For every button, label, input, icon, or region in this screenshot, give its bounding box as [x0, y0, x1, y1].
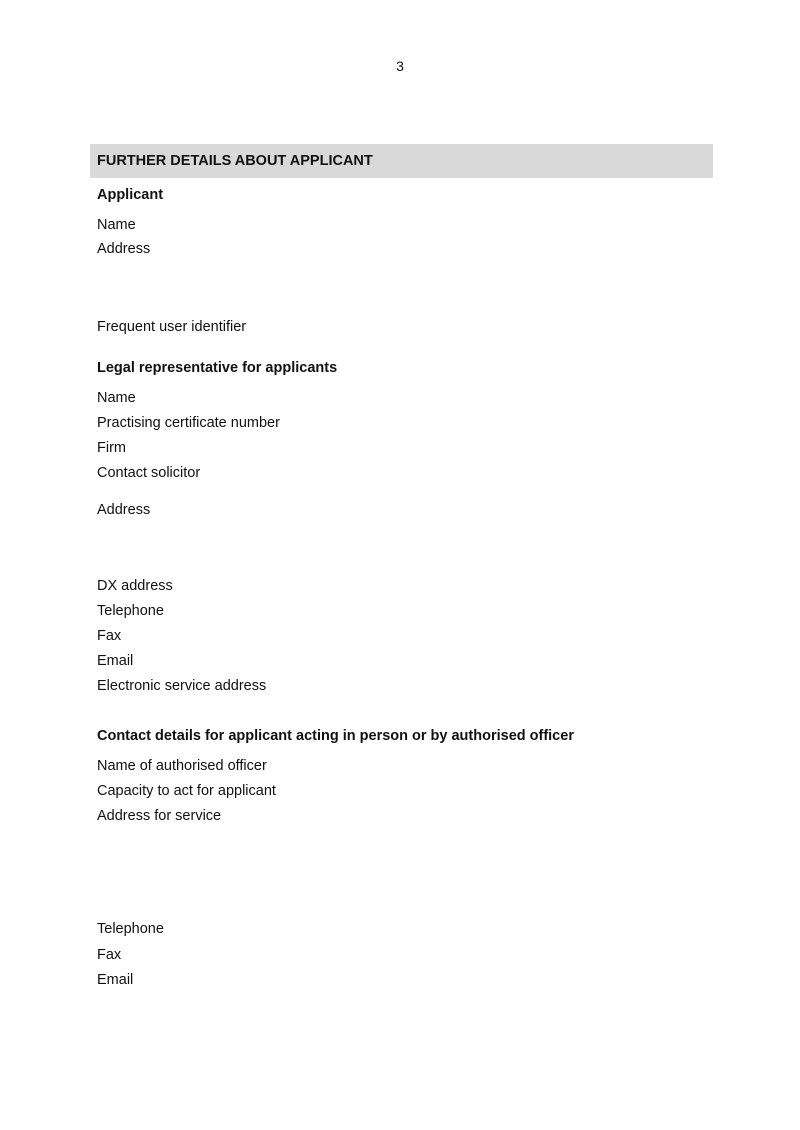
- frequent-user-label: Frequent user identifier: [97, 319, 247, 335]
- legal-rep-telephone-label: Telephone: [97, 603, 164, 619]
- dx-address-label: DX address: [97, 578, 173, 594]
- legal-rep-heading: Legal representative for applicants: [97, 360, 338, 376]
- contact-fax-label: Fax: [97, 947, 122, 963]
- page-number: 3: [396, 58, 404, 74]
- applicant-address-label: Address: [97, 241, 151, 257]
- capacity-label: Capacity to act for applicant: [97, 783, 276, 799]
- service-address-label: Address for service: [97, 808, 222, 824]
- electronic-service-label: Electronic service address: [97, 678, 267, 694]
- firm-label: Firm: [97, 440, 126, 456]
- legal-rep-name-label: Name: [97, 390, 136, 406]
- contact-email-label: Email: [97, 972, 134, 988]
- contact-heading: Contact details for applicant acting in person or by authorised officer: [97, 728, 574, 744]
- practising-cert-label: Practising certificate number: [97, 415, 280, 431]
- legal-rep-email-label: Email: [97, 653, 134, 669]
- applicant-heading: Applicant: [97, 187, 164, 203]
- applicant-name-label: Name: [97, 217, 136, 233]
- legal-rep-address-label: Address: [97, 502, 151, 518]
- section-header: FURTHER DETAILS ABOUT APPLICANT: [90, 144, 713, 178]
- contact-solicitor-label: Contact solicitor: [97, 465, 201, 481]
- officer-name-label: Name of authorised officer: [97, 758, 267, 774]
- contact-telephone-label: Telephone: [97, 921, 164, 937]
- legal-rep-fax-label: Fax: [97, 628, 122, 644]
